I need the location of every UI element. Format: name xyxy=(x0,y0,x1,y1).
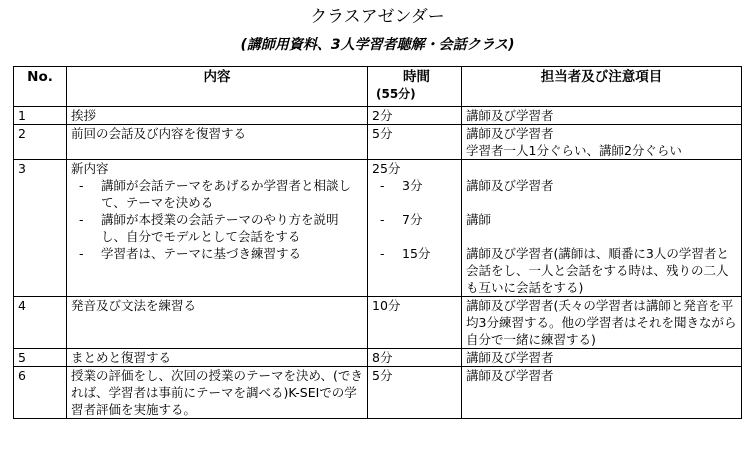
row-no: 5 xyxy=(14,349,67,367)
header-note: 担当者及び注意項目 xyxy=(462,67,742,107)
time-item-value: 15分 xyxy=(402,246,431,261)
time-item xyxy=(372,177,457,194)
list-item-text: 講師が本授業の会話テーマのやり方を説明し、自分でモデルとして会話をする xyxy=(101,212,339,244)
row-note xyxy=(462,349,742,367)
time-item-value: 3分 xyxy=(402,178,423,193)
dash-marker: - xyxy=(380,212,385,227)
row-time: 5分 xyxy=(368,125,462,160)
dash-marker: - xyxy=(380,246,385,261)
note-line: 講師及び学習者(講師は、順番に3人の学習者と会話をし、一人と会話をする時は、残りの二人も互いに会話をする) xyxy=(466,246,729,295)
content-heading: 新内容 xyxy=(71,161,109,176)
dash-marker: - xyxy=(79,246,84,261)
table-row xyxy=(14,367,742,419)
table-row xyxy=(14,107,742,125)
row-content: 発音及び文法を練習る xyxy=(67,297,368,349)
header-time-label: 時間 xyxy=(403,69,430,85)
row-no: 3 xyxy=(14,160,67,297)
time-item xyxy=(372,245,457,262)
row-note xyxy=(462,125,742,160)
time-item-value: 7分 xyxy=(402,212,423,227)
row-note xyxy=(462,367,742,419)
time-total: 25分 xyxy=(372,161,401,176)
header-time-sub: (55分) xyxy=(376,87,416,101)
row-content xyxy=(67,160,368,297)
note-line: 学習者一人1分ぐらい、講師2分ぐらい xyxy=(466,143,682,158)
row-no: 1 xyxy=(14,107,67,125)
list-item-text: 講師が会話テーマをあげるか学習者と相談して、テーマを決める xyxy=(101,178,352,210)
header-no: No. xyxy=(14,67,67,107)
note-line: 講師及び学習者(夭々の学習者は講師と発音を平均3分練習する。他の学習者はそれを聞きながら自分で一緒に練習する) xyxy=(466,298,737,347)
table-header-row xyxy=(14,67,742,107)
row-no: 2 xyxy=(14,125,67,160)
table-row xyxy=(14,297,742,349)
note-line: 講師及び学習者 xyxy=(466,108,554,123)
dash-marker: - xyxy=(79,178,84,193)
dash-marker: - xyxy=(380,178,385,193)
row-note xyxy=(462,107,742,125)
time-item xyxy=(372,211,457,228)
header-time xyxy=(368,67,462,107)
row-note xyxy=(462,160,742,297)
note-line: 講師及び学習者 xyxy=(466,350,554,365)
document-title: クラスアゼンダー xyxy=(310,7,445,27)
row-time: 2分 xyxy=(368,107,462,125)
row-no: 4 xyxy=(14,297,67,349)
row-no: 6 xyxy=(14,367,67,419)
row-time xyxy=(368,160,462,297)
content-sub-list xyxy=(71,177,363,262)
note-line: 講師 xyxy=(466,212,492,227)
list-item xyxy=(71,177,363,211)
table-row xyxy=(14,349,742,367)
row-note xyxy=(462,297,742,349)
row-content: まとめと復習する xyxy=(67,349,368,367)
row-time: 5分 xyxy=(368,367,462,419)
row-time: 8分 xyxy=(368,349,462,367)
document-subtitle: (講師用資料、3人学習者聴解・会話クラス) xyxy=(240,37,515,53)
list-item xyxy=(71,211,363,245)
row-time: 10分 xyxy=(368,297,462,349)
note-line: 講師及び学習者 xyxy=(466,368,554,383)
table-row xyxy=(14,125,742,160)
header-content: 内容 xyxy=(67,67,368,107)
note-line: 講師及び学習者 xyxy=(466,178,554,193)
row-content: 授業の評価をし、次回の授業のテーマを決め、(できれば、学習者は事前にテーマを調べる)K-SEIでの学習者評価を実施する。 xyxy=(67,367,368,419)
dash-marker: - xyxy=(79,212,84,227)
row-content: 挨拶 xyxy=(67,107,368,125)
table-row xyxy=(14,160,742,297)
list-item xyxy=(71,245,363,262)
agenda-table xyxy=(13,66,742,419)
list-item-text: 学習者は、テーマに基づき練習する xyxy=(101,246,302,261)
row-content: 前回の会話及び内容を復習する xyxy=(67,125,368,160)
note-line: 講師及び学習者 xyxy=(466,126,554,141)
